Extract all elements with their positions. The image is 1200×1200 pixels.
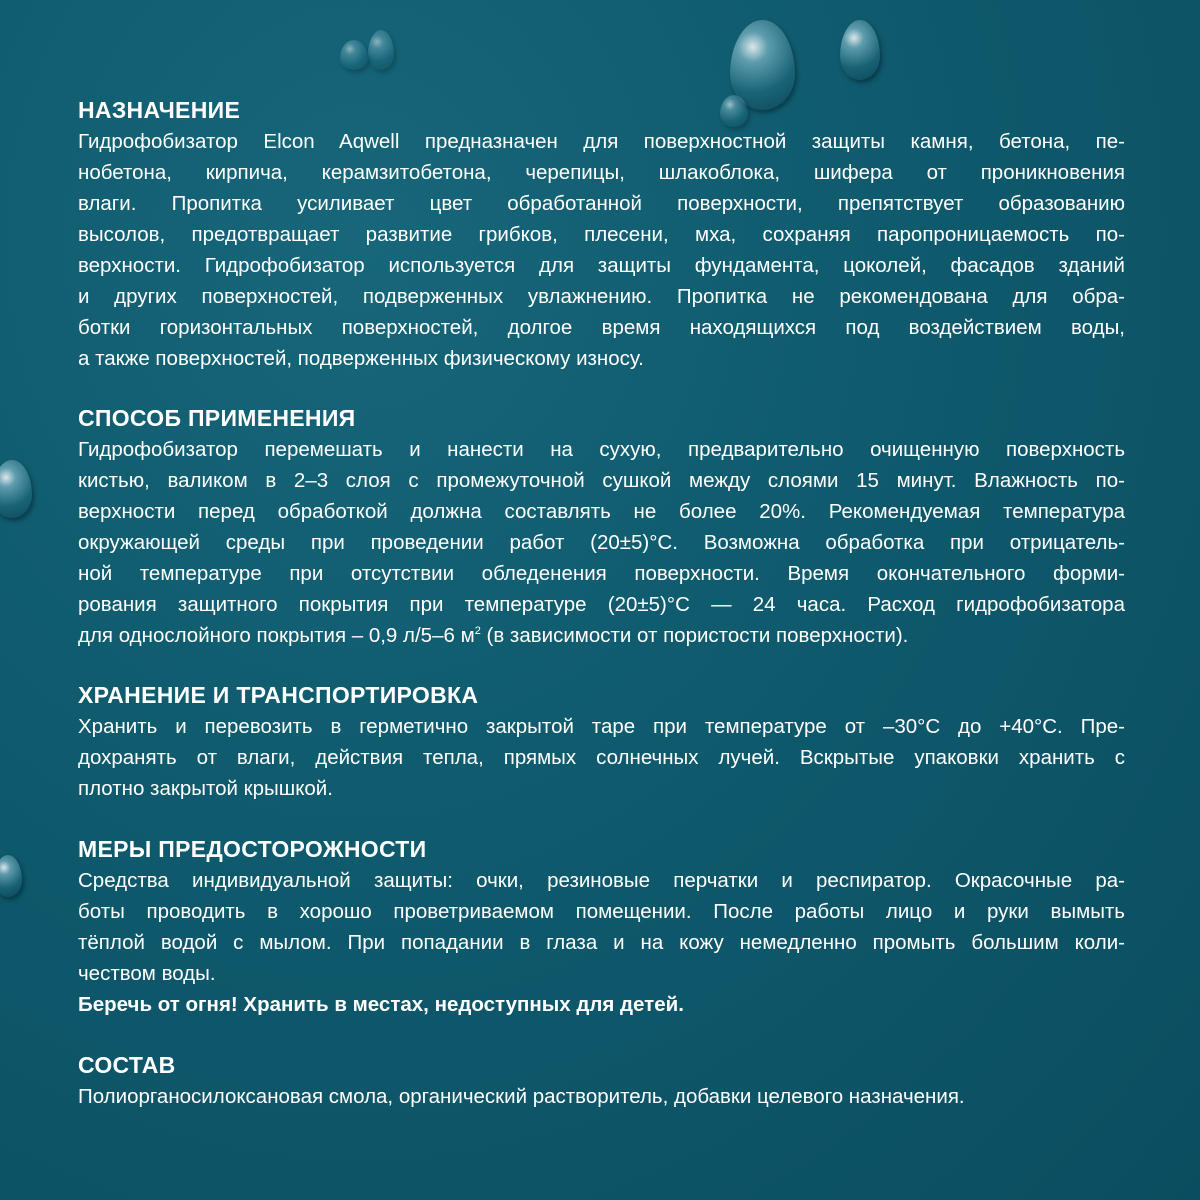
text-line: тёплой водой с мылом. При попадании в глаза и на кожу немедленно промыть большим коли- (78, 931, 1125, 954)
text-line: чеством воды. (78, 962, 216, 985)
text-line: а также поверхностей, подверженных физическому износу. (78, 347, 644, 370)
text-line (78, 620, 1125, 651)
section-purpose (78, 95, 1125, 374)
section-composition (78, 1050, 1125, 1112)
section-heading: МЕРЫ ПРЕДОСТОРОЖНОСТИ (78, 836, 427, 862)
section-heading: НАЗНАЧЕНИЕ (78, 97, 241, 123)
section-heading: СОСТАВ (78, 1052, 176, 1078)
section-storage (78, 680, 1125, 804)
text-line: окружающей среды при проведении работ (20±5)°С. Возможна обработка при отрицатель- (78, 531, 1125, 554)
text-line: Средства индивидуальной защиты: очки, резиновые перчатки и респиратор. Окрасочные ра- (78, 869, 1125, 892)
section-heading: СПОСОБ ПРИМЕНЕНИЯ (78, 405, 356, 431)
text-line: и других поверхностей, подверженных увлажнению. Пропитка не рекомендована для обра- (78, 285, 1125, 308)
water-drop-decoration (0, 460, 32, 518)
text-line: ной температуре при отсутствии обледенения поверхности. Время окончательного форми- (78, 562, 1125, 585)
text-line: рования защитного покрытия при температуре (20±5)°С — 24 часа. Расход гидрофобизатора (78, 593, 1125, 616)
text-line: Полиорганосилоксановая смола, органический растворитель, добавки целевого назначения. (78, 1085, 965, 1108)
text-line: нобетона, кирпича, керамзитобетона, черепицы, шлакоблока, шифера от проникновения (78, 161, 1125, 184)
water-drop-decoration (840, 20, 880, 80)
text-line: дохранять от влаги, действия тепла, прямых солнечных лучей. Вскрытые упаковки хранить с (78, 746, 1125, 769)
text-line: ботки горизонтальных поверхностей, долгое время находящихся под воздействием воды, (78, 316, 1125, 339)
water-drop-decoration (368, 30, 394, 70)
text-line: Гидрофобизатор перемешать и нанести на сухую, предварительно очищенную поверхность (78, 438, 1125, 461)
text-line: верхности перед обработкой должна составлять не более 20%. Рекомендуемая температура (78, 500, 1125, 523)
section-precautions (78, 834, 1125, 1020)
water-drop-decoration (0, 855, 22, 897)
text-line: высолов, предотвращает развитие грибков, плесени, мха, сохраняя паропроницаемость по- (78, 223, 1125, 246)
text-line: кистью, валиком в 2–3 слоя с промежуточной сушкой между слоями 15 минут. Влажность по- (78, 469, 1125, 492)
text-line: Гидрофобизатор Elcon Aqwell предназначен для поверхностной защиты камня, бетона, пе- (78, 130, 1125, 153)
water-drop-decoration (340, 40, 368, 70)
consumption-note: (в зависимости от пористости поверхности). (480, 624, 909, 647)
section-heading: ХРАНЕНИЕ И ТРАНСПОРТИРОВКА (78, 682, 479, 708)
section-application (78, 403, 1125, 651)
text-line: плотно закрытой крышкой. (78, 777, 333, 800)
warning-text: Беречь от огня! Хранить в местах, недоступных для детей. (78, 993, 684, 1016)
text-line: Хранить и перевозить в герметично закрытой таре при температуре от –30°С до +40°С. Пре- (78, 715, 1125, 738)
consumption-text: для однослойного покрытия – 0,9 л/5–6 м (78, 624, 475, 647)
text-line: боты проводить в хорошо проветриваемом помещении. После работы лицо и руки вымыть (78, 900, 1125, 923)
text-line: верхности. Гидрофобизатор используется для защиты фундамента, цоколей, фасадов зданий (78, 254, 1125, 277)
text-line: влаги. Пропитка усиливает цвет обработанной поверхности, препятствует образованию (78, 192, 1125, 215)
superscript: 2 (474, 625, 481, 638)
